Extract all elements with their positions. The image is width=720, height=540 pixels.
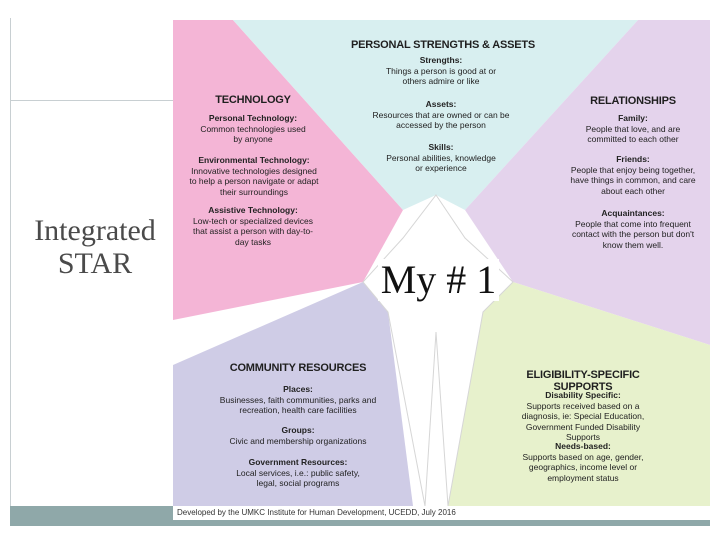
personal-strengths-title: PERSONAL STRENGTHS & ASSETS — [350, 39, 536, 51]
community-item-places — [218, 384, 378, 416]
star-center-label: My # 1 — [378, 259, 499, 301]
community-groups-heading: Groups: — [281, 425, 315, 435]
personal-item-strengths — [376, 55, 506, 87]
community-resources-title: COMMUNITY RESOURCES — [229, 362, 367, 374]
eligibility-disability-heading: Disability Specific: — [545, 390, 621, 400]
personal-strengths-heading: Strengths: — [419, 55, 463, 65]
personal-item-skills — [383, 142, 499, 174]
relationships-friends-text: People that enjoy being together, have things in common, and care about each other — [570, 164, 696, 196]
community-groups-text: Civic and membership organizations — [229, 435, 367, 446]
slide-title: Integrated STAR — [34, 214, 156, 280]
community-places-text: Businesses, faith communities, parks and recreation, health care facilities — [219, 394, 377, 415]
technology-assistive-text: Low-tech or specialized devices that assist a person with day-to-day tasks — [193, 215, 314, 247]
eligibility-needs-heading: Needs-based: — [555, 441, 611, 451]
technology-item-assistive — [193, 205, 313, 247]
community-government-text: Local services, i.e.: public safety, legal, social programs — [236, 467, 360, 488]
personal-assets-heading: Assets: — [425, 99, 457, 109]
personal-skills-heading: Skills: — [428, 142, 454, 152]
personal-skills-text: Personal abilities, knowledge or experience — [386, 152, 496, 173]
personal-strengths-text: Things a person is good at or others admire or like — [385, 65, 497, 86]
relationships-item-acquaintances — [568, 208, 698, 250]
technology-item-environmental — [188, 155, 320, 197]
community-item-government — [233, 457, 363, 489]
relationships-acquaintances-heading: Acquaintances: — [601, 208, 665, 218]
star-poster — [173, 20, 710, 520]
technology-environmental-heading: Environmental Technology: — [198, 155, 310, 165]
community-places-heading: Places: — [283, 384, 313, 394]
technology-environmental-text: Innovative technologies designed to help a person navigate or adapt their surroundings — [189, 165, 319, 197]
technology-item-personal — [198, 113, 308, 145]
slide-frame-left-line — [10, 18, 11, 526]
poster-footer-credit: Developed by the UMKC Institute for Human Development, UCEDD, July 2016 — [173, 506, 710, 520]
relationships-friends-heading: Friends: — [616, 154, 650, 164]
community-item-groups — [228, 425, 368, 446]
relationships-acquaintances-text: People that come into frequent contact with the person but don't know them well. — [571, 218, 695, 250]
relationships-family-heading: Family: — [618, 113, 648, 123]
technology-personal-text: Common technologies used by anyone — [200, 123, 306, 144]
technology-assistive-heading: Assistive Technology: — [208, 205, 298, 215]
eligibility-item-disability — [513, 390, 653, 443]
technology-personal-heading: Personal Technology: — [208, 113, 298, 123]
personal-assets-text: Resources that are owned or can be accessed by the person — [372, 109, 510, 130]
relationships-item-family — [578, 113, 688, 145]
eligibility-needs-text: Supports based on age, gender, geographics, income level or employment status — [522, 451, 644, 483]
slide-frame-top-line — [10, 100, 173, 101]
relationships-title: RELATIONSHIPS — [590, 95, 676, 107]
eligibility-item-needs — [518, 441, 648, 483]
community-government-heading: Government Resources: — [248, 457, 348, 467]
relationships-family-text: People that love, and are committed to each other — [585, 123, 681, 144]
technology-title: TECHNOLOGY — [215, 94, 291, 106]
eligibility-supports-title: ELIGIBILITY-SPECIFIC SUPPORTS — [526, 369, 640, 393]
eligibility-disability-text: Supports received based on a diagnosis, ie: Special Education, Government Funded Disability Supports — [521, 400, 645, 442]
personal-item-assets — [371, 99, 511, 131]
relationships-item-friends — [565, 154, 701, 196]
